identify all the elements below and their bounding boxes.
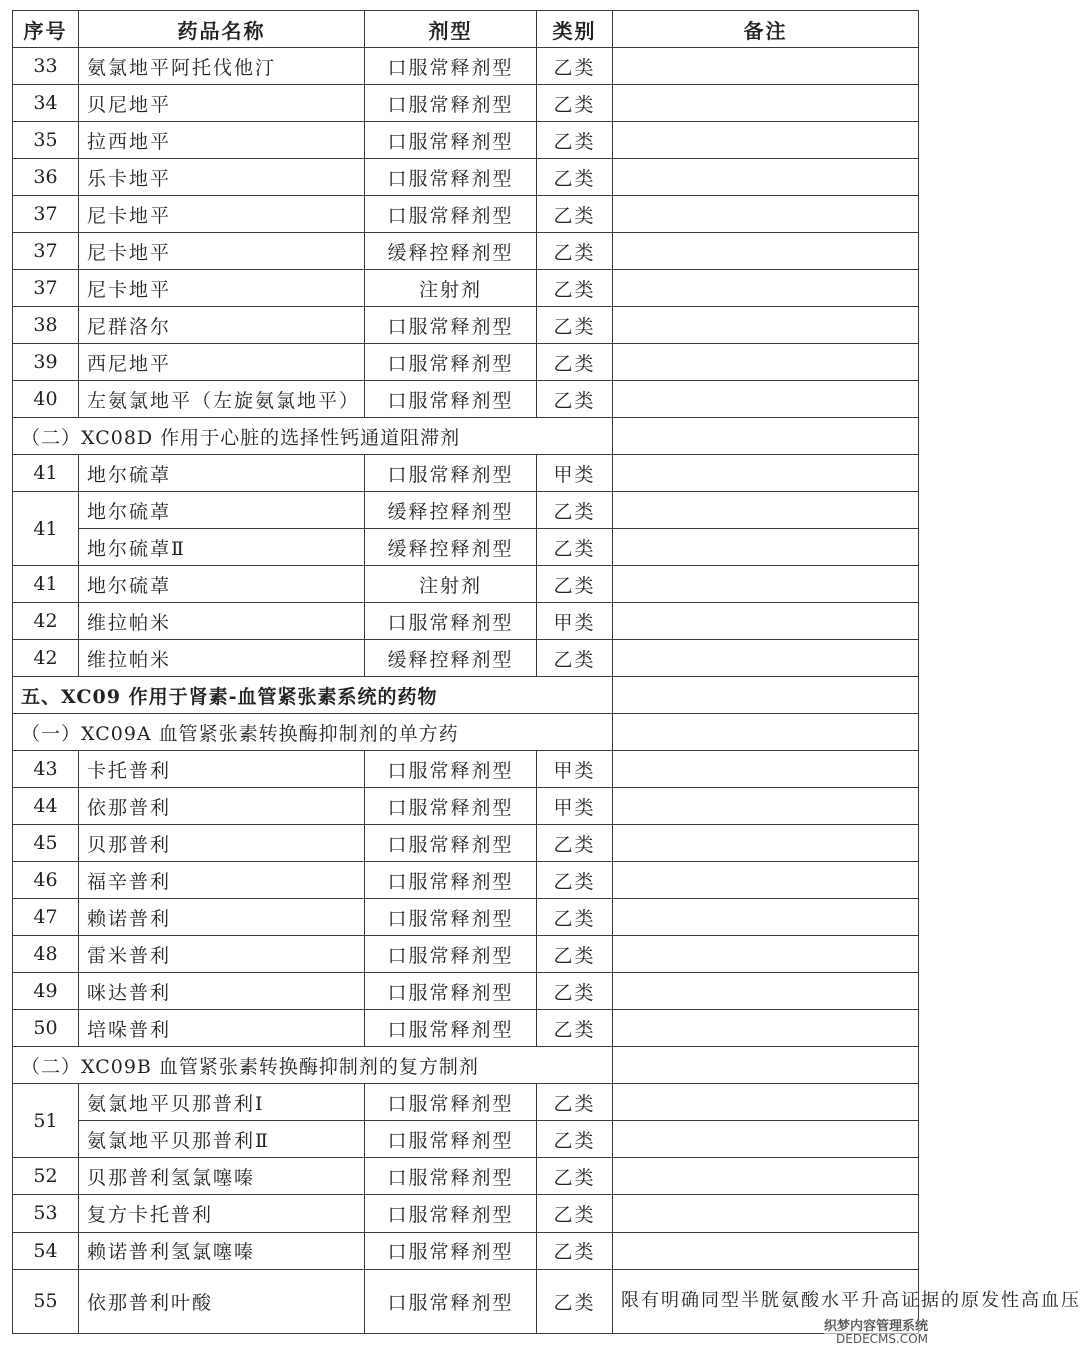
cell-form: 口服常释剂型 bbox=[365, 788, 537, 825]
cell-num: 37 bbox=[13, 233, 79, 270]
table-row bbox=[13, 1010, 919, 1047]
cell-num: 52 bbox=[13, 1158, 79, 1195]
cell-category: 乙类 bbox=[537, 640, 613, 677]
table-row bbox=[13, 196, 919, 233]
table-row bbox=[13, 640, 919, 677]
cell-form: 口服常释剂型 bbox=[365, 825, 537, 862]
cell-category: 乙类 bbox=[537, 1010, 613, 1047]
cell-category: 乙类 bbox=[537, 85, 613, 122]
cell-form: 缓释控释剂型 bbox=[365, 640, 537, 677]
cell-note bbox=[613, 1121, 919, 1158]
cell-note bbox=[613, 307, 919, 344]
cell-category: 乙类 bbox=[537, 381, 613, 418]
cell-note bbox=[613, 1010, 919, 1047]
cell-category: 甲类 bbox=[537, 751, 613, 788]
cell-name: 地尔硫䓬Ⅱ bbox=[79, 529, 365, 566]
cell-note bbox=[613, 381, 919, 418]
cell-name: 培哚普利 bbox=[79, 1010, 365, 1047]
site-watermark bbox=[824, 1320, 928, 1346]
table-row bbox=[13, 233, 919, 270]
cell-name: 地尔硫䓬 bbox=[79, 492, 365, 529]
table-row bbox=[13, 455, 919, 492]
section-heading: （一）XC09A 血管紧张素转换酶抑制剂的单方药 bbox=[13, 714, 613, 751]
cell-note bbox=[613, 640, 919, 677]
cell-num: 37 bbox=[13, 196, 79, 233]
cell-form: 口服常释剂型 bbox=[365, 1195, 537, 1232]
table-row bbox=[13, 788, 919, 825]
cell-name: 拉西地平 bbox=[79, 122, 365, 159]
cell-num: 50 bbox=[13, 1010, 79, 1047]
cell-form: 缓释控释剂型 bbox=[365, 492, 537, 529]
section-row bbox=[13, 677, 919, 714]
cell-num: 42 bbox=[13, 603, 79, 640]
cell-category: 乙类 bbox=[537, 1121, 613, 1158]
cell-form: 口服常释剂型 bbox=[365, 1269, 537, 1333]
cell-category: 乙类 bbox=[537, 1269, 613, 1333]
table-row bbox=[13, 159, 919, 196]
cell-num: 55 bbox=[13, 1269, 79, 1333]
table-row bbox=[13, 973, 919, 1010]
header-category: 类别 bbox=[537, 11, 613, 48]
cell-name: 尼卡地平 bbox=[79, 270, 365, 307]
cell-form: 口服常释剂型 bbox=[365, 122, 537, 159]
cell-category: 乙类 bbox=[537, 159, 613, 196]
cell-name: 氨氯地平贝那普利Ⅱ bbox=[79, 1121, 365, 1158]
cell-num: 47 bbox=[13, 899, 79, 936]
cell-note bbox=[613, 270, 919, 307]
cell-form: 口服常释剂型 bbox=[365, 1084, 537, 1121]
cell-note bbox=[613, 714, 919, 751]
cell-name: 尼卡地平 bbox=[79, 196, 365, 233]
cell-name: 贝尼地平 bbox=[79, 85, 365, 122]
cell-note bbox=[613, 492, 919, 529]
cell-name: 赖诺普利氢氯噻嗪 bbox=[79, 1232, 365, 1269]
cell-name: 福辛普利 bbox=[79, 862, 365, 899]
cell-name: 维拉帕米 bbox=[79, 640, 365, 677]
cell-num: 42 bbox=[13, 640, 79, 677]
cell-num: 37 bbox=[13, 270, 79, 307]
cell-num: 40 bbox=[13, 381, 79, 418]
cell-category: 乙类 bbox=[537, 899, 613, 936]
cell-form: 口服常释剂型 bbox=[365, 1158, 537, 1195]
cell-note bbox=[613, 936, 919, 973]
cell-category: 乙类 bbox=[537, 344, 613, 381]
cell-name: 卡托普利 bbox=[79, 751, 365, 788]
drug-catalog-table bbox=[12, 10, 1081, 1334]
table-row bbox=[13, 492, 919, 529]
cell-name: 赖诺普利 bbox=[79, 899, 365, 936]
cell-note bbox=[613, 566, 919, 603]
cell-category: 乙类 bbox=[537, 270, 613, 307]
cell-note: 限有明确同型半胱氨酸水平升高证据的原发性高血压 bbox=[613, 1269, 919, 1333]
cell-form: 口服常释剂型 bbox=[365, 455, 537, 492]
cell-category: 乙类 bbox=[537, 233, 613, 270]
cell-name: 依那普利叶酸 bbox=[79, 1269, 365, 1333]
cell-num: 39 bbox=[13, 344, 79, 381]
table-row bbox=[13, 48, 919, 85]
header-note: 备注 bbox=[613, 11, 919, 48]
table-row bbox=[13, 1232, 919, 1269]
cell-form: 口服常释剂型 bbox=[365, 1121, 537, 1158]
cell-note bbox=[613, 455, 919, 492]
table-row bbox=[13, 85, 919, 122]
cell-num: 46 bbox=[13, 862, 79, 899]
cell-category: 甲类 bbox=[537, 603, 613, 640]
cell-note bbox=[613, 899, 919, 936]
table-row bbox=[13, 1158, 919, 1195]
cell-category: 乙类 bbox=[537, 196, 613, 233]
table-row bbox=[13, 122, 919, 159]
cell-note bbox=[613, 1047, 919, 1084]
cell-note bbox=[613, 862, 919, 899]
cell-category: 乙类 bbox=[537, 566, 613, 603]
cell-form: 口服常释剂型 bbox=[365, 159, 537, 196]
cell-note bbox=[613, 603, 919, 640]
cell-name: 西尼地平 bbox=[79, 344, 365, 381]
cell-form: 口服常释剂型 bbox=[365, 936, 537, 973]
cell-name: 贝那普利氢氯噻嗪 bbox=[79, 1158, 365, 1195]
cell-category: 乙类 bbox=[537, 529, 613, 566]
cell-category: 乙类 bbox=[537, 1158, 613, 1195]
section-heading: （二）XC09B 血管紧张素转换酶抑制剂的复方制剂 bbox=[13, 1047, 613, 1084]
cell-num: 49 bbox=[13, 973, 79, 1010]
cell-name: 地尔硫䓬 bbox=[79, 566, 365, 603]
cell-name: 雷米普利 bbox=[79, 936, 365, 973]
cell-num: 41 bbox=[13, 566, 79, 603]
cell-name: 氨氯地平贝那普利Ⅰ bbox=[79, 1084, 365, 1121]
table-row bbox=[13, 862, 919, 899]
cell-category: 乙类 bbox=[537, 1084, 613, 1121]
cell-num: 48 bbox=[13, 936, 79, 973]
cell-note bbox=[613, 122, 919, 159]
cell-form: 口服常释剂型 bbox=[365, 862, 537, 899]
cell-category: 乙类 bbox=[537, 825, 613, 862]
cell-category: 乙类 bbox=[537, 122, 613, 159]
cell-note bbox=[613, 1232, 919, 1269]
cell-num: 45 bbox=[13, 825, 79, 862]
cell-note bbox=[613, 48, 919, 85]
table-row bbox=[13, 381, 919, 418]
table-row bbox=[13, 566, 919, 603]
cell-note bbox=[613, 196, 919, 233]
table-row bbox=[13, 751, 919, 788]
cell-num: 36 bbox=[13, 159, 79, 196]
cell-num: 35 bbox=[13, 122, 79, 159]
cell-form: 缓释控释剂型 bbox=[365, 233, 537, 270]
table-row bbox=[13, 936, 919, 973]
watermark-line2: DEDECMS.COM bbox=[836, 1332, 928, 1346]
cell-form: 口服常释剂型 bbox=[365, 1010, 537, 1047]
cell-name: 乐卡地平 bbox=[79, 159, 365, 196]
cell-form: 口服常释剂型 bbox=[365, 751, 537, 788]
cell-note bbox=[613, 751, 919, 788]
table-row bbox=[13, 603, 919, 640]
cell-note bbox=[613, 418, 919, 455]
cell-form: 口服常释剂型 bbox=[365, 344, 537, 381]
table-row bbox=[13, 825, 919, 862]
cell-form: 缓释控释剂型 bbox=[365, 529, 537, 566]
cell-form: 口服常释剂型 bbox=[365, 381, 537, 418]
table-row bbox=[13, 1121, 919, 1158]
cell-num: 44 bbox=[13, 788, 79, 825]
watermark-line1: 织梦内容管理系统 bbox=[823, 1319, 928, 1334]
header-form: 剂型 bbox=[365, 11, 537, 48]
cell-name: 氨氯地平阿托伐他汀 bbox=[79, 48, 365, 85]
cell-note bbox=[613, 344, 919, 381]
table-row bbox=[13, 270, 919, 307]
cell-note bbox=[613, 159, 919, 196]
cell-name: 复方卡托普利 bbox=[79, 1195, 365, 1232]
cell-category: 乙类 bbox=[537, 1232, 613, 1269]
cell-note bbox=[613, 788, 919, 825]
cell-note bbox=[613, 529, 919, 566]
cell-note bbox=[613, 1195, 919, 1232]
cell-num: 54 bbox=[13, 1232, 79, 1269]
section-row bbox=[13, 714, 919, 751]
cell-form: 口服常释剂型 bbox=[365, 973, 537, 1010]
table-row bbox=[13, 529, 919, 566]
cell-category: 乙类 bbox=[537, 936, 613, 973]
cell-category: 乙类 bbox=[537, 862, 613, 899]
cell-name: 尼卡地平 bbox=[79, 233, 365, 270]
table-row bbox=[13, 1269, 919, 1333]
cell-form: 口服常释剂型 bbox=[365, 899, 537, 936]
cell-num: 41 bbox=[13, 492, 79, 566]
cell-name: 左氨氯地平（左旋氨氯地平） bbox=[79, 381, 365, 418]
drug-table-sheet bbox=[12, 10, 1081, 1334]
cell-form: 注射剂 bbox=[365, 566, 537, 603]
cell-form: 注射剂 bbox=[365, 270, 537, 307]
cell-num: 51 bbox=[13, 1084, 79, 1158]
cell-category: 乙类 bbox=[537, 307, 613, 344]
cell-name: 依那普利 bbox=[79, 788, 365, 825]
cell-note bbox=[613, 233, 919, 270]
cell-note bbox=[613, 677, 919, 714]
section-row bbox=[13, 418, 919, 455]
cell-num: 38 bbox=[13, 307, 79, 344]
table-row bbox=[13, 307, 919, 344]
header-name: 药品名称 bbox=[79, 11, 365, 48]
cell-note bbox=[613, 85, 919, 122]
cell-form: 口服常释剂型 bbox=[365, 307, 537, 344]
header-num: 序号 bbox=[13, 11, 79, 48]
cell-name: 贝那普利 bbox=[79, 825, 365, 862]
cell-category: 甲类 bbox=[537, 788, 613, 825]
cell-name: 咪达普利 bbox=[79, 973, 365, 1010]
cell-category: 乙类 bbox=[537, 973, 613, 1010]
cell-form: 口服常释剂型 bbox=[365, 48, 537, 85]
cell-category: 乙类 bbox=[537, 48, 613, 85]
cell-note bbox=[613, 973, 919, 1010]
cell-note bbox=[613, 825, 919, 862]
cell-name: 尼群洛尔 bbox=[79, 307, 365, 344]
section-heading: （二）XC08D 作用于心脏的选择性钙通道阻滞剂 bbox=[13, 418, 613, 455]
cell-form: 口服常释剂型 bbox=[365, 1232, 537, 1269]
cell-num: 53 bbox=[13, 1195, 79, 1232]
table-row bbox=[13, 344, 919, 381]
cell-form: 口服常释剂型 bbox=[365, 85, 537, 122]
cell-form: 口服常释剂型 bbox=[365, 196, 537, 233]
cell-category: 甲类 bbox=[537, 455, 613, 492]
cell-name: 维拉帕米 bbox=[79, 603, 365, 640]
cell-num: 33 bbox=[13, 48, 79, 85]
cell-name: 地尔硫䓬 bbox=[79, 455, 365, 492]
cell-note bbox=[613, 1084, 919, 1121]
cell-category: 乙类 bbox=[537, 492, 613, 529]
section-row bbox=[13, 1047, 919, 1084]
cell-num: 41 bbox=[13, 455, 79, 492]
table-row bbox=[13, 1084, 919, 1121]
cell-note bbox=[613, 1158, 919, 1195]
cell-category: 乙类 bbox=[537, 1195, 613, 1232]
table-row bbox=[13, 899, 919, 936]
cell-num: 43 bbox=[13, 751, 79, 788]
header-row bbox=[13, 11, 919, 48]
cell-num: 34 bbox=[13, 85, 79, 122]
section-heading: 五、XC09 作用于肾素-血管紧张素系统的药物 bbox=[13, 677, 613, 714]
table-row bbox=[13, 1195, 919, 1232]
cell-form: 口服常释剂型 bbox=[365, 603, 537, 640]
